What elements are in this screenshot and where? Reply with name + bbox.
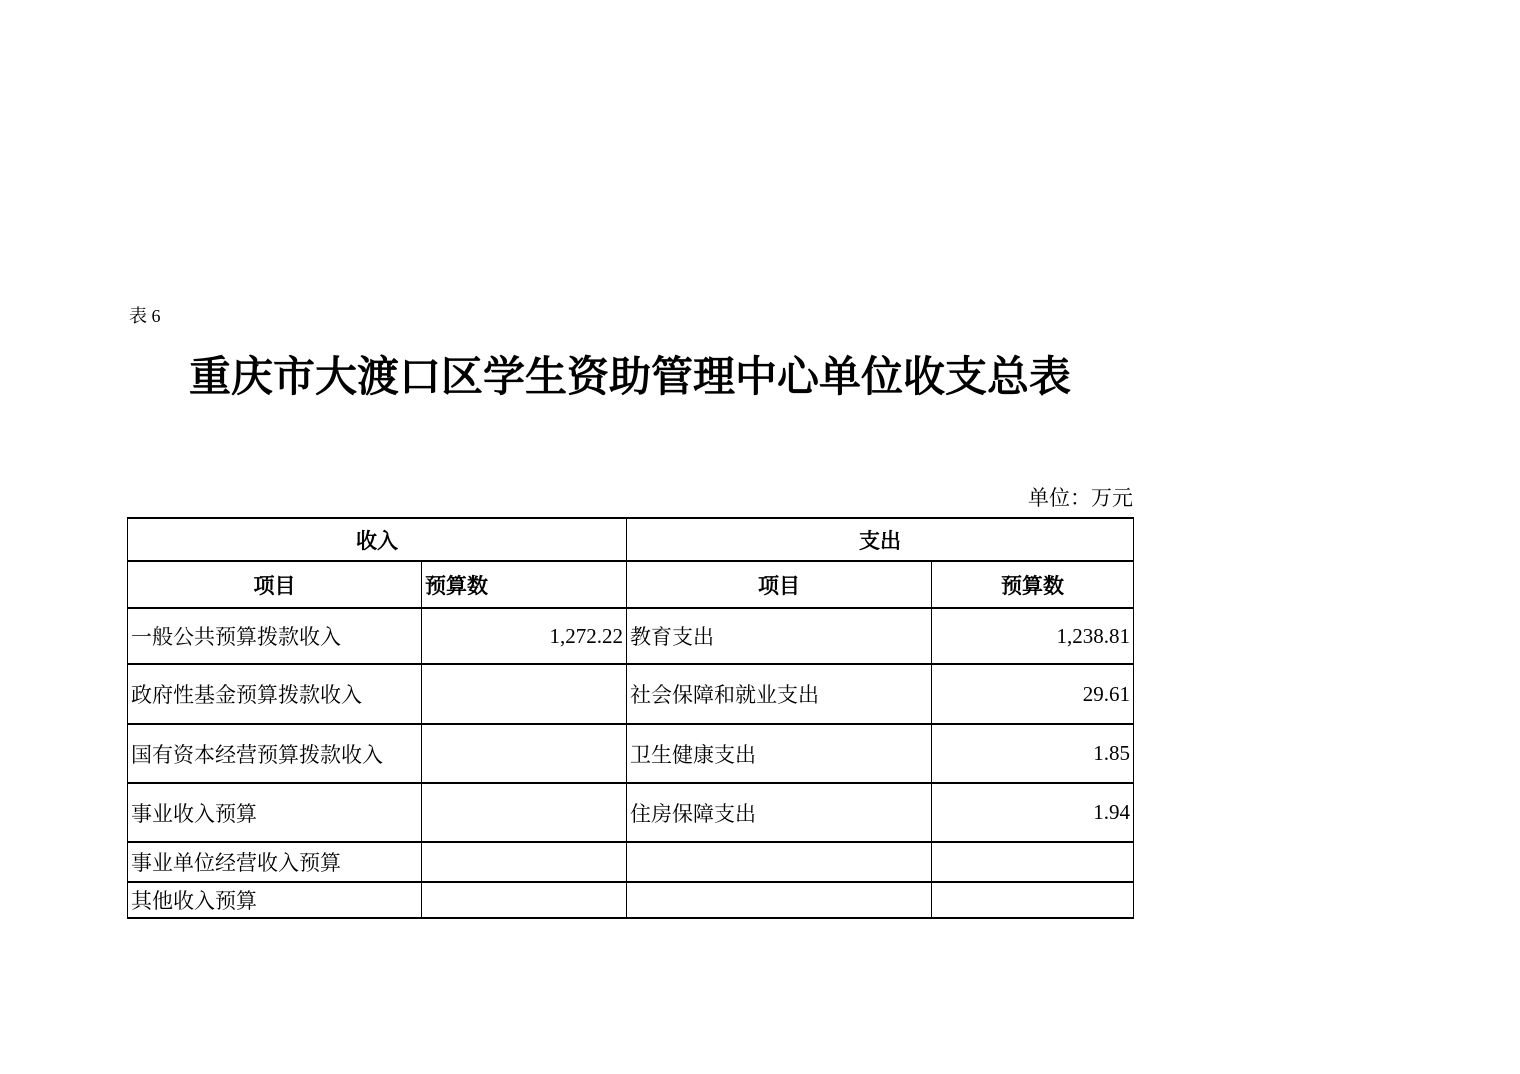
income-budget-cell [422,724,627,783]
table-row [128,842,1134,882]
expense-item-cell: 住房保障支出 [627,783,932,842]
income-item-cell: 一般公共预算拨款收入 [128,608,422,664]
income-item-column-header: 项目 [128,561,422,608]
expense-item-cell: 教育支出 [627,608,932,664]
income-item-cell: 事业单位经营收入预算 [128,842,422,882]
expense-item-cell: 卫生健康支出 [627,724,932,783]
income-budget-column-header: 预算数 [422,561,627,608]
table-row [128,608,1134,664]
income-budget-cell [422,783,627,842]
expense-budget-cell: 29.61 [932,664,1134,724]
expense-budget-column-header: 预算数 [932,561,1134,608]
expense-item-column-header: 项目 [627,561,932,608]
expense-budget-cell: 1,238.81 [932,608,1134,664]
expense-item-cell [627,882,932,918]
income-item-cell: 事业收入预算 [128,783,422,842]
income-budget-cell [422,882,627,918]
expense-section-header: 支出 [627,518,1134,561]
table-row [128,882,1134,918]
section-header-row [128,518,1134,561]
income-section-header: 收入 [128,518,627,561]
income-budget-cell: 1,272.22 [422,608,627,664]
income-item-cell: 政府性基金预算拨款收入 [128,664,422,724]
page-title: 重庆市大渡口区学生资助管理中心单位收支总表 [188,353,1071,400]
table-number-label: 表 6 [129,306,161,326]
expense-item-cell: 社会保障和就业支出 [627,664,932,724]
expense-budget-cell: 1.85 [932,724,1134,783]
income-budget-cell [422,842,627,882]
expense-budget-cell: 1.94 [932,783,1134,842]
column-header-row [128,561,1134,608]
expense-budget-cell [932,882,1134,918]
expense-item-cell [627,842,932,882]
budget-summary-table [127,517,1134,919]
table-row [128,783,1134,842]
unit-note: 单位：万元 [1028,486,1133,510]
income-item-cell: 其他收入预算 [128,882,422,918]
expense-budget-cell [932,842,1134,882]
income-budget-cell [422,664,627,724]
table-row [128,664,1134,724]
table-row [128,724,1134,783]
income-item-cell: 国有资本经营预算拨款收入 [128,724,422,783]
